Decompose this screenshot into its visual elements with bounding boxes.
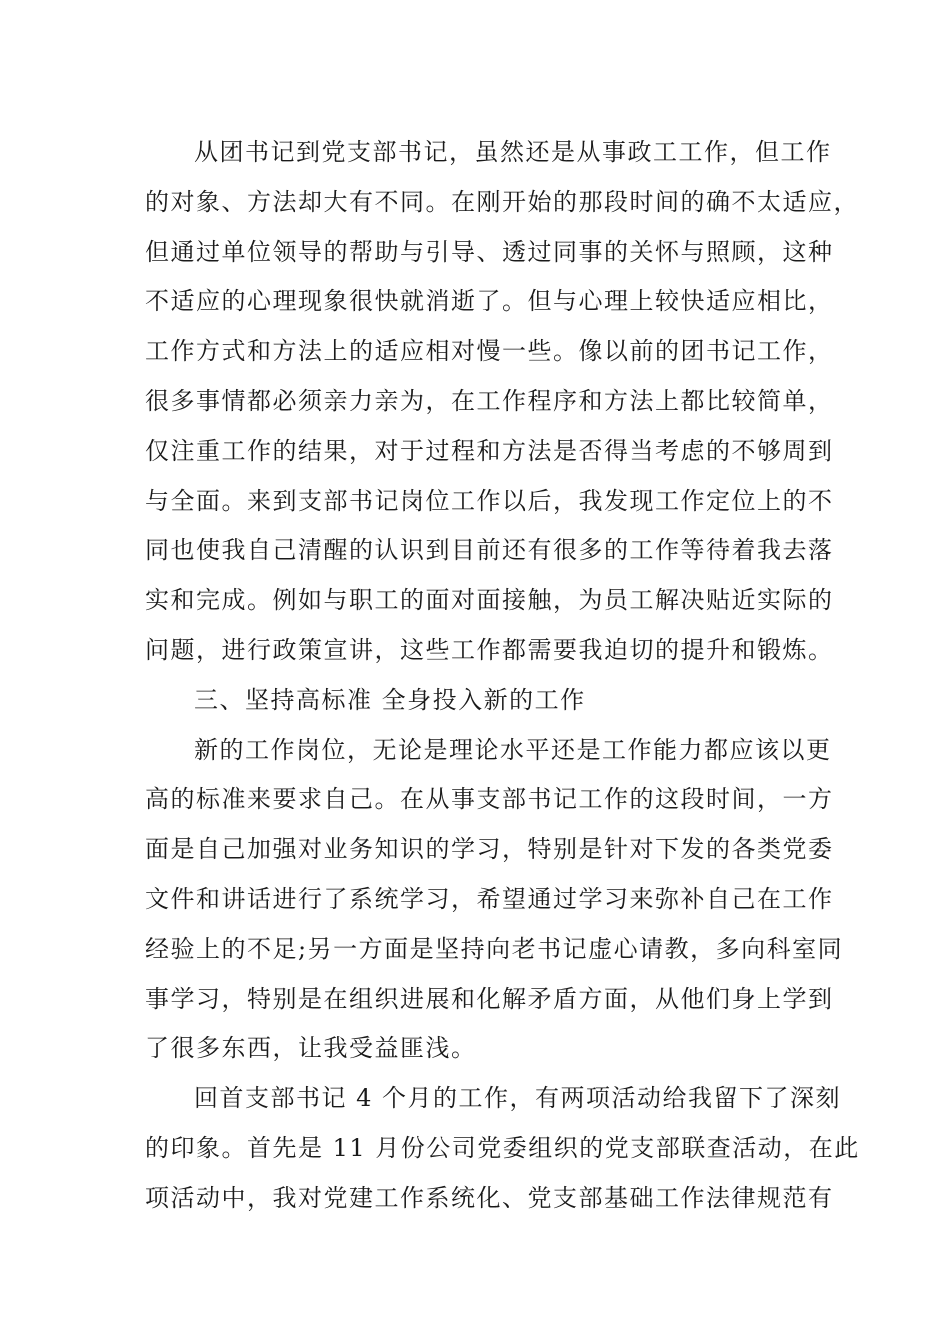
text-line: 面是自己加强对业务知识的学习，特别是针对下发的各类党委 (145, 835, 834, 864)
text-line: 问题，进行政策宣讲，这些工作都需要我迫切的提升和锻炼。 (145, 635, 834, 664)
text-line: 的对象、方法却大有不同。在刚开始的那段时间的确不太适应， (145, 187, 859, 216)
text-line: 但通过单位领导的帮助与引导、透过同事的关怀与照顾，这种 (145, 237, 834, 266)
text-line: 文件和讲话进行了系统学习，希望通过学习来弥补自己在工作 (145, 884, 834, 913)
text-line: 工作方式和方法上的适应相对慢一些。像以前的团书记工作， (145, 337, 834, 366)
text-line: 实和完成。例如与职工的面对面接触，为员工解决贴近实际的 (145, 586, 834, 615)
text-line: 了很多东西，让我受益匪浅。 (145, 1034, 477, 1063)
text-line: 的印象。首先是 11 月份公司党委组织的党支部联查活动，在此 (145, 1133, 860, 1162)
paragraph-first-line: 三、坚持高标准 全身投入新的工作 (194, 685, 586, 714)
paragraph-first-line: 回首支部书记 4 个月的工作，有两项活动给我留下了深刻 (194, 1084, 842, 1113)
text-line: 很多事情都必须亲力亲为，在工作程序和方法上都比较简单， (145, 386, 834, 415)
text-line: 项活动中，我对党建工作系统化、党支部基础工作法律规范有 (145, 1183, 834, 1212)
text-line: 同也使我自己清醒的认识到目前还有很多的工作等待着我去落 (145, 536, 834, 565)
text-line: 不适应的心理现象很快就消逝了。但与心理上较快适应相比， (145, 287, 834, 316)
paragraph-first-line: 从团书记到党支部书记，虽然还是从事政工工作，但工作 (194, 138, 832, 166)
text-line: 仅注重工作的结果，对于过程和方法是否得当考虑的不够周到 (145, 436, 834, 465)
text-line: 与全面。来到支部书记岗位工作以后，我发现工作定位上的不 (145, 486, 834, 515)
text-line: 高的标准来要求自己。在从事支部书记工作的这段时间，一方 (145, 785, 834, 814)
document-body (145, 128, 860, 1224)
paragraph-first-line: 新的工作岗位，无论是理论水平还是工作能力都应该以更 (194, 735, 832, 764)
text-line: 经验上的不足;另一方面是坚持向老书记虚心请教，多向科室同 (145, 934, 844, 963)
text-line: 事学习，特别是在组织进展和化解矛盾方面，从他们身上学到 (145, 984, 834, 1013)
